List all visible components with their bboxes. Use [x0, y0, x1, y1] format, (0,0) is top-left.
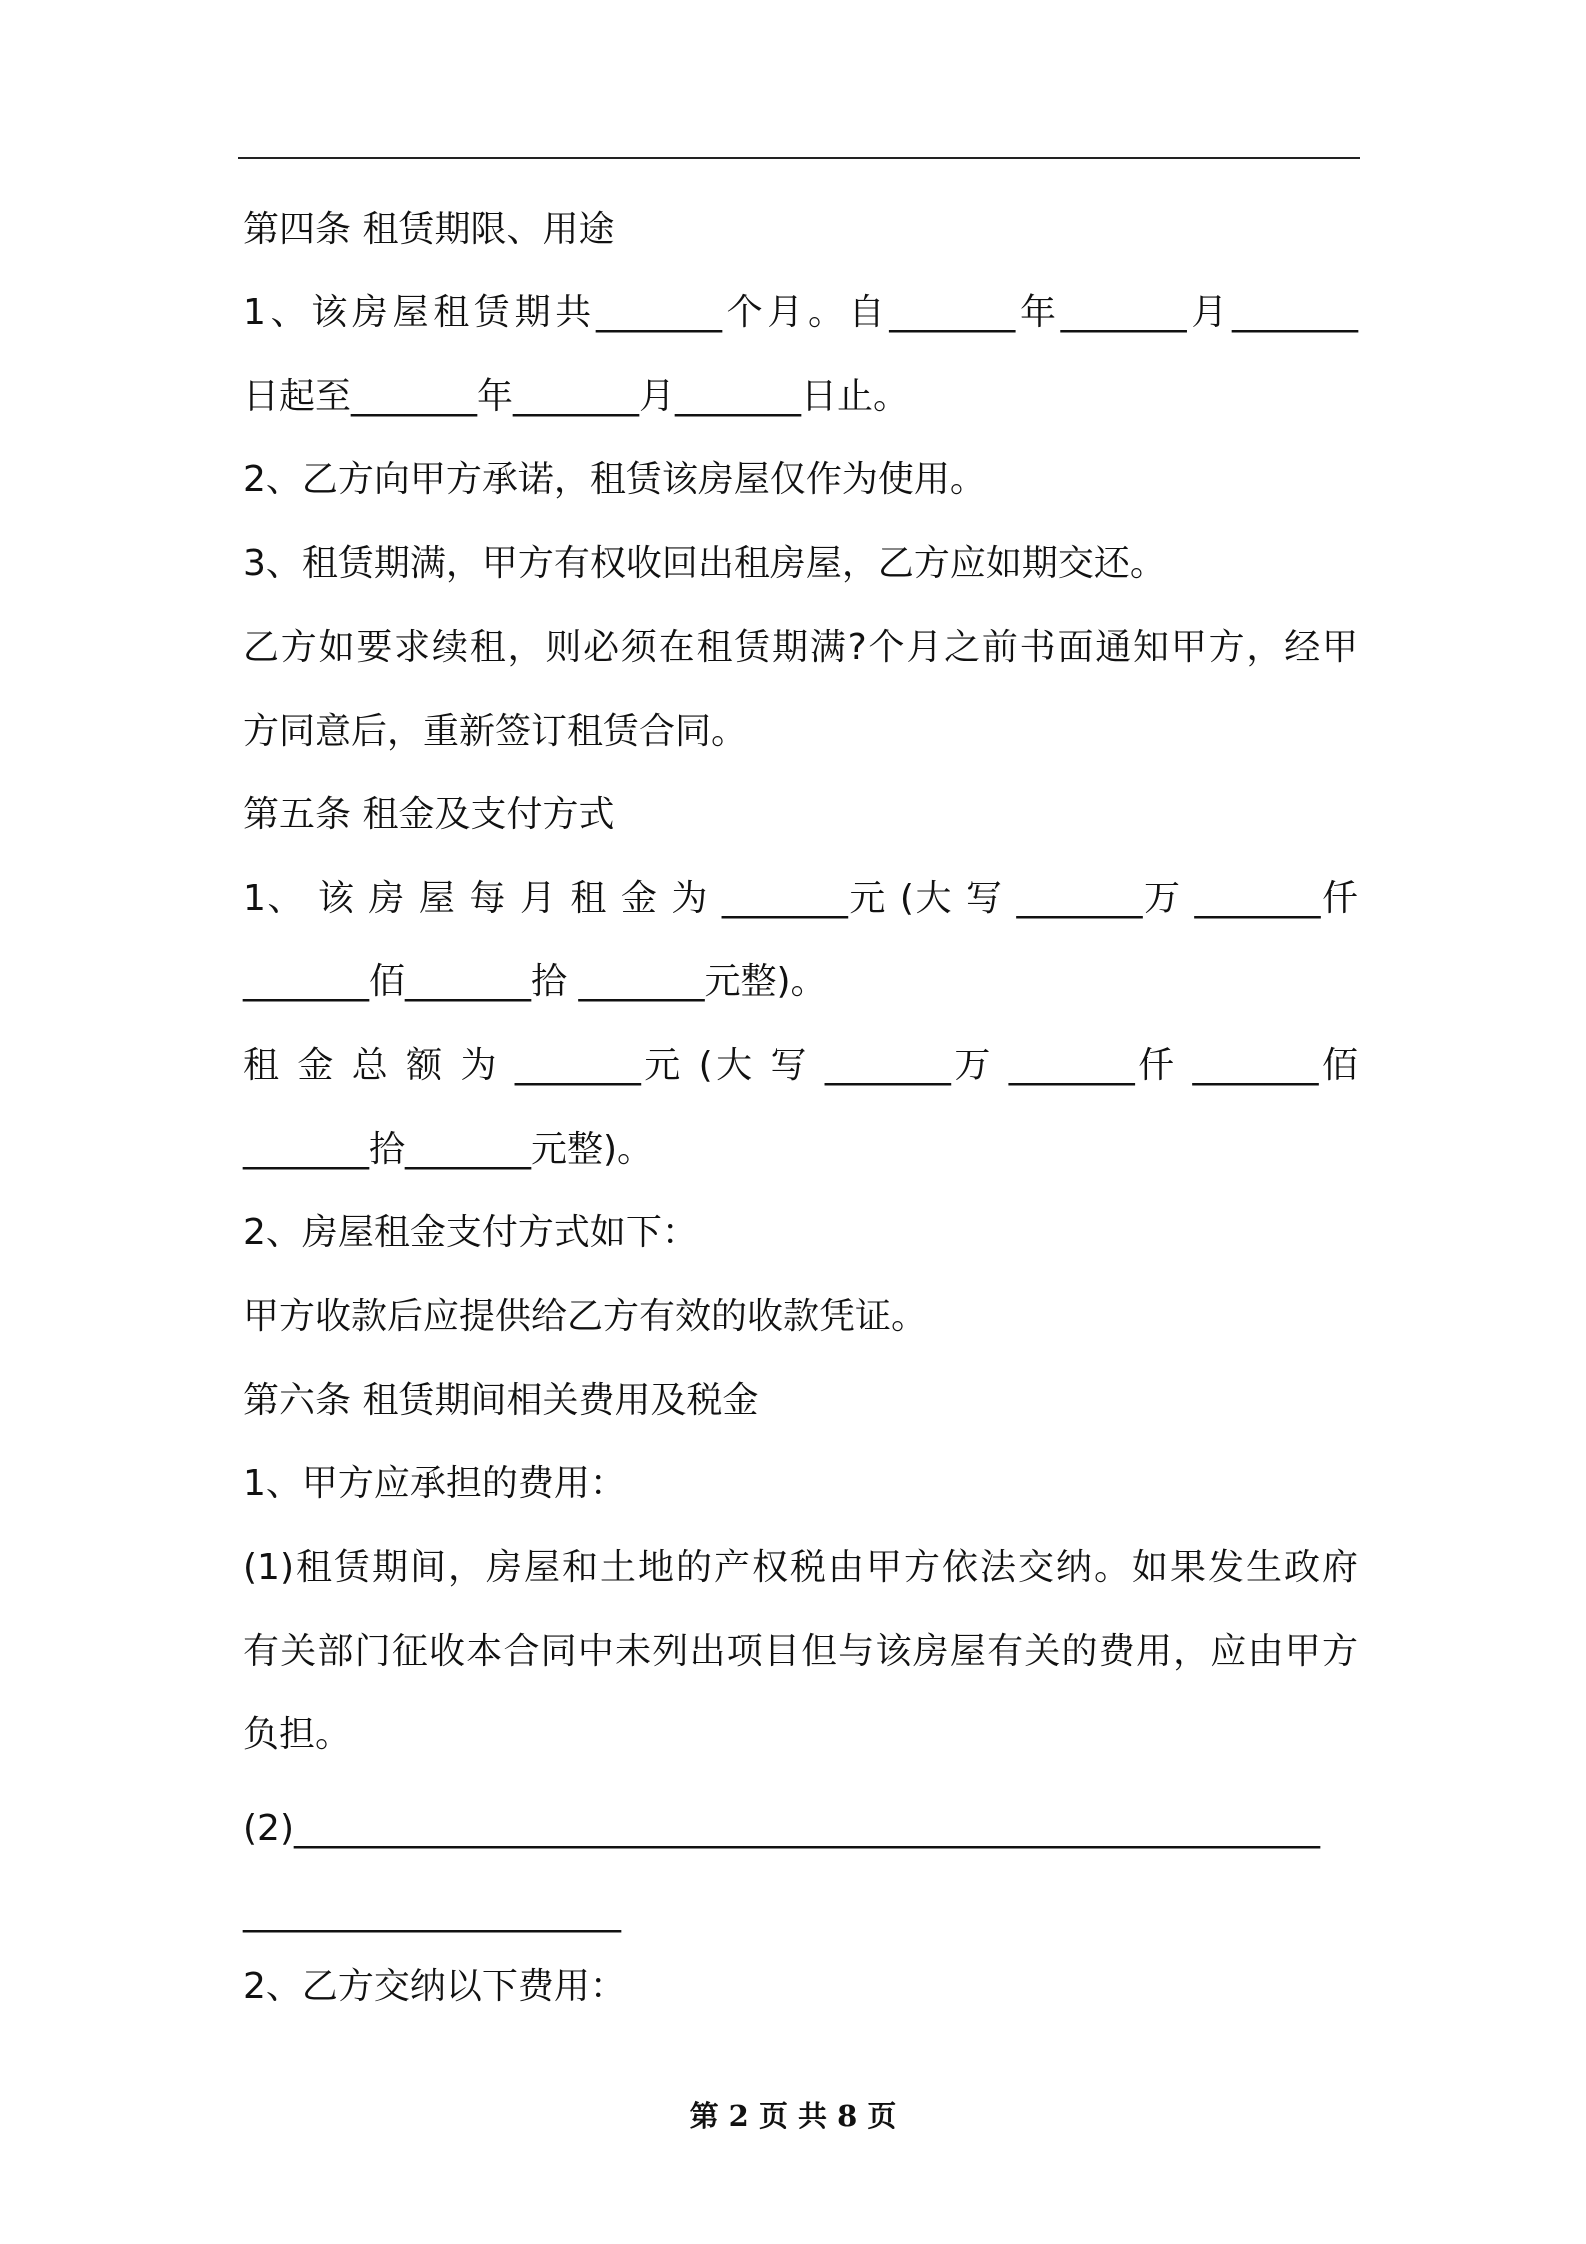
clause-6-1-1-line-2: 有关部门征收本合同中未列出项目但与该房屋有关的费用，应由甲方	[243, 1631, 1358, 1672]
page-footer: 第 2 页 共 8 页	[689, 2099, 897, 2133]
clause-6-2: 2、乙方交纳以下费用：	[243, 1966, 626, 2007]
clause-4-1-line-2: 日起至_______年_______月_______日止。	[243, 376, 910, 417]
total-rent-line-2: _______拾_______元整)。	[243, 1129, 654, 1170]
article-4-heading: 第四条 租赁期限、用途	[243, 209, 615, 250]
total-rent-line-1: 租 金 总 额 为 _______元 (大 写 _______万 _______仟 _______佰	[243, 1045, 1358, 1086]
clause-5-1-line-1: 1、 该 房 屋 每 月 租 金 为 _______元 (大 写 _______万 _______仟	[243, 878, 1358, 919]
article-5-heading: 第五条 租金及支付方式	[243, 794, 615, 835]
clause-5-1-line-2: _______佰_______拾 _______元整)。	[243, 961, 827, 1002]
article-6-heading: 第六条 租赁期间相关费用及税金	[243, 1380, 759, 1421]
clause-6-1: 1、甲方应承担的费用：	[243, 1463, 626, 1504]
clause-5-2: 2、房屋租金支付方式如下：	[243, 1212, 698, 1253]
header-rule	[238, 157, 1360, 159]
clause-4-3: 3、租赁期满，甲方有权收回出租房屋，乙方应如期交还。	[243, 543, 1166, 584]
receipt-paragraph: 甲方收款后应提供给乙方有效的收款凭证。	[243, 1296, 928, 1337]
renewal-paragraph-line-2: 方同意后，重新签订租赁合同。	[243, 711, 748, 752]
renewal-paragraph-line-1: 乙方如要求续租，则必须在租赁期满?个月之前书面通知甲方，经甲	[243, 627, 1358, 668]
clause-6-1-1-line-1: (1)租赁期间，房屋和土地的产权税由甲方依法交纳。如果发生政府	[243, 1547, 1358, 1588]
clause-6-1-2-line-1: (2)_________________________________________________________	[243, 1808, 1320, 1849]
clause-6-1-1-line-3: 负担。	[243, 1714, 352, 1755]
clause-4-2: 2、乙方向甲方承诺，租赁该房屋仅作为使用。	[243, 459, 986, 500]
clause-6-1-2-line-2: _____________________	[243, 1892, 621, 1933]
clause-4-1-line-1: 1、该房屋租赁期共_______个月。自_______年_______月_______	[243, 292, 1358, 333]
